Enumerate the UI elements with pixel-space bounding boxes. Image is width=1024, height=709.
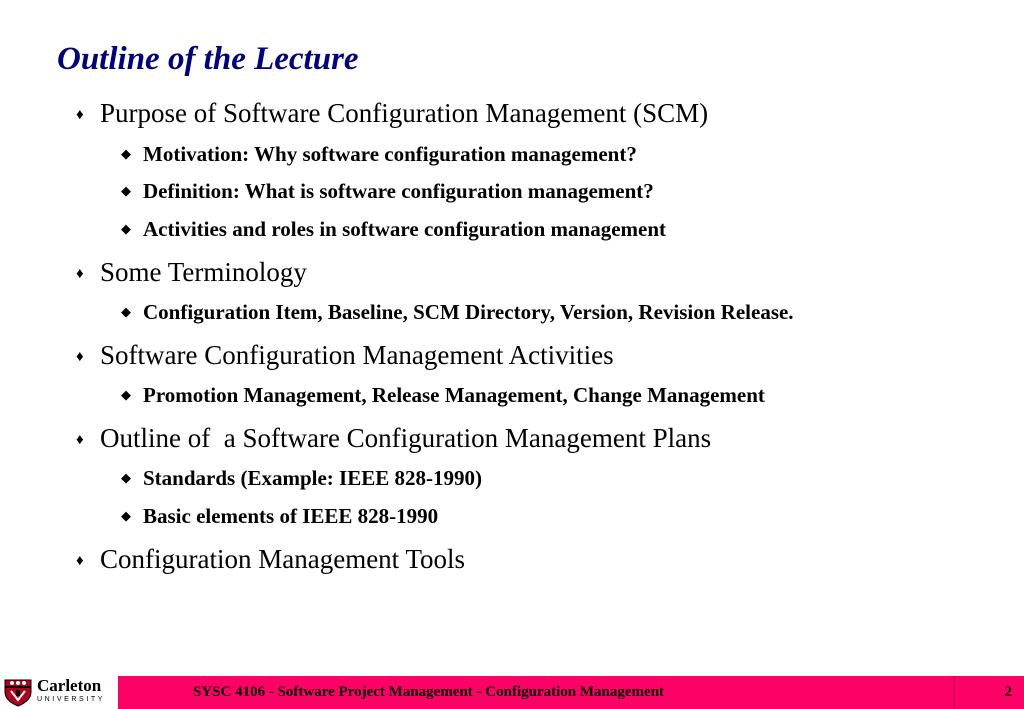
outline-item	[76, 542, 465, 576]
outline-subitem	[121, 465, 482, 491]
slide-title: Outline of the Lecture	[57, 41, 359, 77]
bullet-small-diamond-icon: ◆	[121, 304, 131, 319]
bullet-diamond-icon: ♦	[76, 553, 84, 569]
bullet-diamond-icon: ♦	[76, 432, 84, 448]
slide-footer	[0, 676, 1024, 709]
bullet-diamond-icon: ♦	[76, 107, 84, 123]
outline-subitem-text: Definition: What is software configuration management?	[143, 179, 654, 203]
outline-item-text: Software Configuration Management Activities	[100, 340, 614, 370]
outline-item-text: Outline of a Software Configuration Management Plans	[100, 423, 712, 453]
carleton-shield-icon	[3, 678, 33, 707]
outline-subitem	[121, 382, 765, 408]
outline-item	[76, 421, 711, 455]
page-number: 2	[1004, 684, 1012, 700]
outline-subitem-text: Promotion Management, Release Management, Change Management	[143, 383, 765, 407]
outline-subitem-text: Standards (Example: IEEE 828-1990)	[143, 466, 482, 490]
bullet-small-diamond-icon: ◆	[121, 221, 131, 236]
bullet-diamond-icon: ♦	[76, 266, 84, 282]
outline-item	[76, 255, 307, 289]
outline-item	[76, 96, 708, 130]
outline-subitem	[121, 299, 794, 325]
outline-subitem-text: Configuration Item, Baseline, SCM Directory, Version, Revision Release.	[143, 300, 794, 324]
outline-subitem-text: Basic elements of IEEE 828-1990	[143, 504, 439, 528]
outline-subitem	[121, 216, 666, 242]
outline-subitem	[121, 141, 637, 167]
footer-divider	[953, 676, 955, 709]
course-title: SYSC 4106 - Software Project Management - Configuration Management	[193, 684, 665, 700]
bullet-diamond-icon: ♦	[76, 349, 84, 365]
carleton-logo	[0, 676, 118, 709]
outline-subitem-text: Activities and roles in software configuration management	[143, 217, 667, 241]
bullet-small-diamond-icon: ◆	[121, 508, 131, 523]
outline-subitem-text: Motivation: Why software configuration management?	[143, 142, 637, 166]
logo-name: Carleton	[37, 676, 102, 695]
outline-item-text: Some Terminology	[100, 257, 307, 287]
outline-item	[76, 338, 614, 372]
bullet-small-diamond-icon: ◆	[121, 387, 131, 402]
outline-item-text: Purpose of Software Configuration Management (SCM)	[100, 98, 709, 128]
logo-subtitle: UNIVERSITY	[37, 696, 106, 703]
bullet-small-diamond-icon: ◆	[121, 183, 131, 198]
outline-subitem	[121, 503, 438, 529]
outline-item-text: Configuration Management Tools	[100, 544, 466, 574]
bullet-small-diamond-icon: ◆	[121, 470, 131, 485]
bullet-small-diamond-icon: ◆	[121, 146, 131, 161]
footer-bar	[118, 676, 1024, 709]
outline-subitem	[121, 178, 654, 204]
